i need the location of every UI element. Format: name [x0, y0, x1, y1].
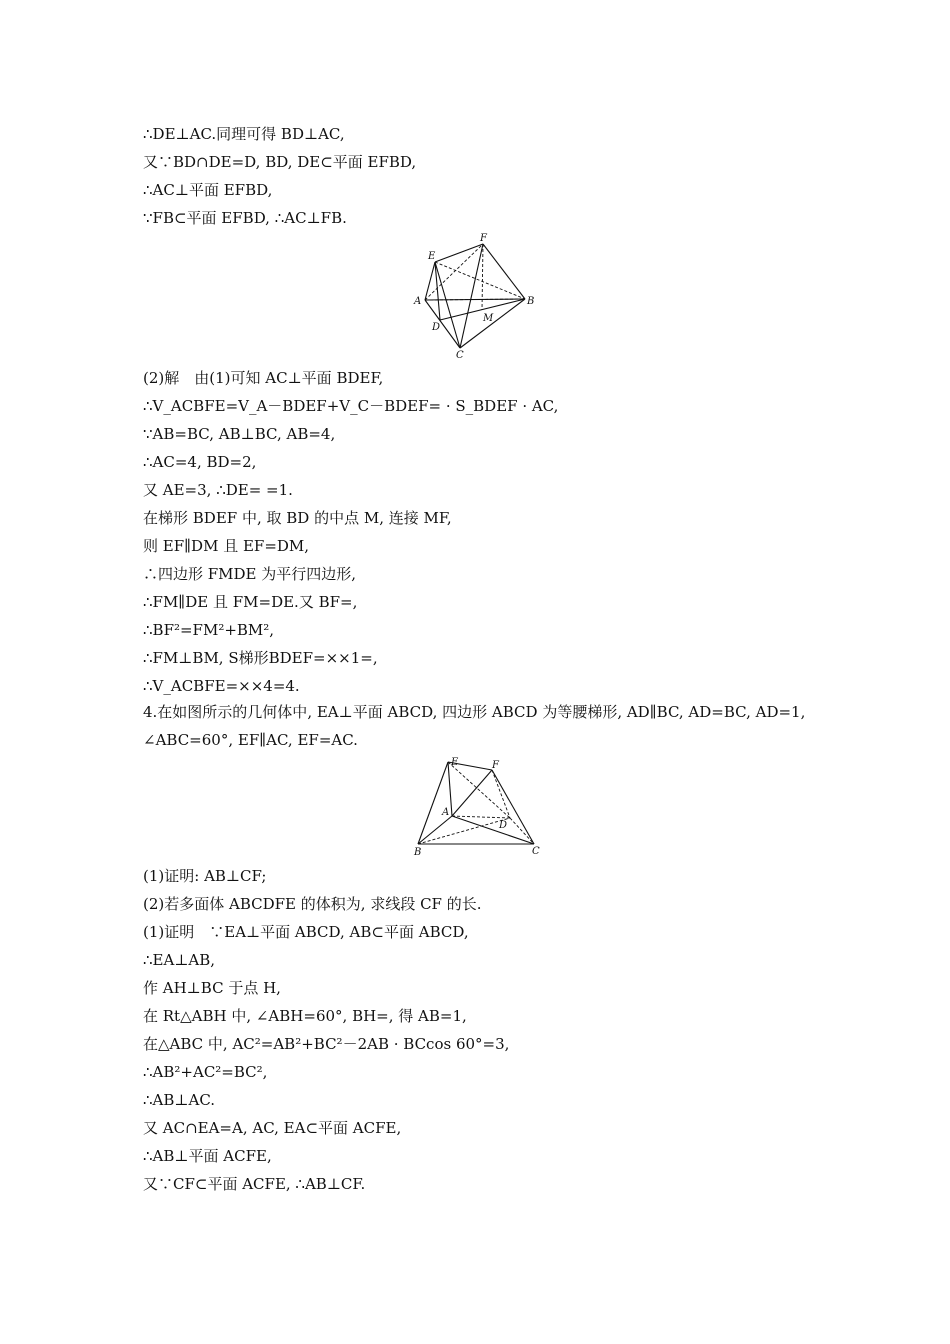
text-line: ∵AB=BC, AB⊥BC, AB=4, [143, 425, 336, 443]
vertex-label: F [492, 760, 499, 771]
text-line: 又 AC∩EA=A, AC, EA⊂平面 ACFE, [143, 1119, 402, 1137]
vertex-label: E [428, 251, 436, 262]
vertex-label: A [414, 296, 422, 307]
text-line: 在△ABC 中, AC²=AB²+BC²－2AB · BCcos 60°=3, [143, 1035, 510, 1053]
text-line: ∴V_ACBFE=V_A－BDEF+V_C－BDEF= · S_BDEF · AC, [143, 397, 559, 415]
text-line: ∴DE⊥AC.同理可得 BD⊥AC, [143, 125, 345, 143]
vertex-label: D [499, 820, 508, 831]
text-line: ∴V_ACBFE=××4=4. [143, 677, 300, 695]
vertex-label: B [527, 296, 535, 307]
text-line: ∴FM∥DE 且 FM=DE.又 BF=, [143, 593, 358, 611]
vertex-label: E [451, 757, 459, 768]
text-line: ∴AC=4, BD=2, [143, 453, 257, 471]
figure-2-polyhedron [408, 756, 548, 860]
text-line: 又∵BD∩DE=D, BD, DE⊂平面 EFBD, [143, 153, 417, 171]
figure-1-polyhedron [410, 232, 545, 362]
text-line: ∴AB²+AC²=BC², [143, 1063, 268, 1081]
vertex-label: M [483, 313, 494, 324]
text-line: ∴FM⊥BM, S梯形BDEF=××1=, [143, 649, 378, 667]
vertex-label: F [480, 233, 487, 244]
text-line: 又 AE=3, ∴DE= =1. [143, 481, 293, 499]
vertex-label: A [442, 807, 450, 818]
text-line: ∴AB⊥AC. [143, 1091, 216, 1109]
vertex-label: D [432, 322, 441, 333]
text-line: ∴AB⊥平面 ACFE, [143, 1147, 272, 1165]
question-line: (1)证明: AB⊥CF; [143, 867, 267, 885]
text-line: ∴AC⊥平面 EFBD, [143, 181, 273, 199]
text-line: ∴BF²=FM²+BM², [143, 621, 275, 639]
vertex-label: C [532, 846, 540, 857]
text-line: 则 EF∥DM 且 EF=DM, [143, 537, 310, 555]
text-line: (2)解 由(1)可知 AC⊥平面 BDEF, [143, 369, 384, 387]
text-line: ∴EA⊥AB, [143, 951, 216, 969]
vertex-label: C [456, 350, 464, 361]
text-line: ∵FB⊂平面 EFBD, ∴AC⊥FB. [143, 209, 347, 227]
text-line: 在梯形 BDEF 中, 取 BD 的中点 M, 连接 MF, [143, 509, 452, 527]
text-line: 作 AH⊥BC 于点 H, [143, 979, 281, 997]
text-line: 在 Rt△ABH 中, ∠ABH=60°, BH=, 得 AB=1, [143, 1007, 467, 1025]
vertex-label: B [414, 847, 422, 858]
text-line: ∴四边形 FMDE 为平行四边形, [143, 565, 357, 583]
question-line: (2)若多面体 ABCDFE 的体积为, 求线段 CF 的长. [143, 895, 482, 913]
text-line: (1)证明 ∵EA⊥平面 ABCD, AB⊂平面 ABCD, [143, 923, 469, 941]
problem-4-statement: 4.在如图所示的几何体中, EA⊥平面 ABCD, 四边形 ABCD 为等腰梯形, AD∥BC, AD=BC, AD=1, ∠ABC=60°, EF∥AC, EF=AC. [143, 703, 806, 749]
text-line: 又∵CF⊂平面 ACFE, ∴AB⊥CF. [143, 1175, 366, 1193]
